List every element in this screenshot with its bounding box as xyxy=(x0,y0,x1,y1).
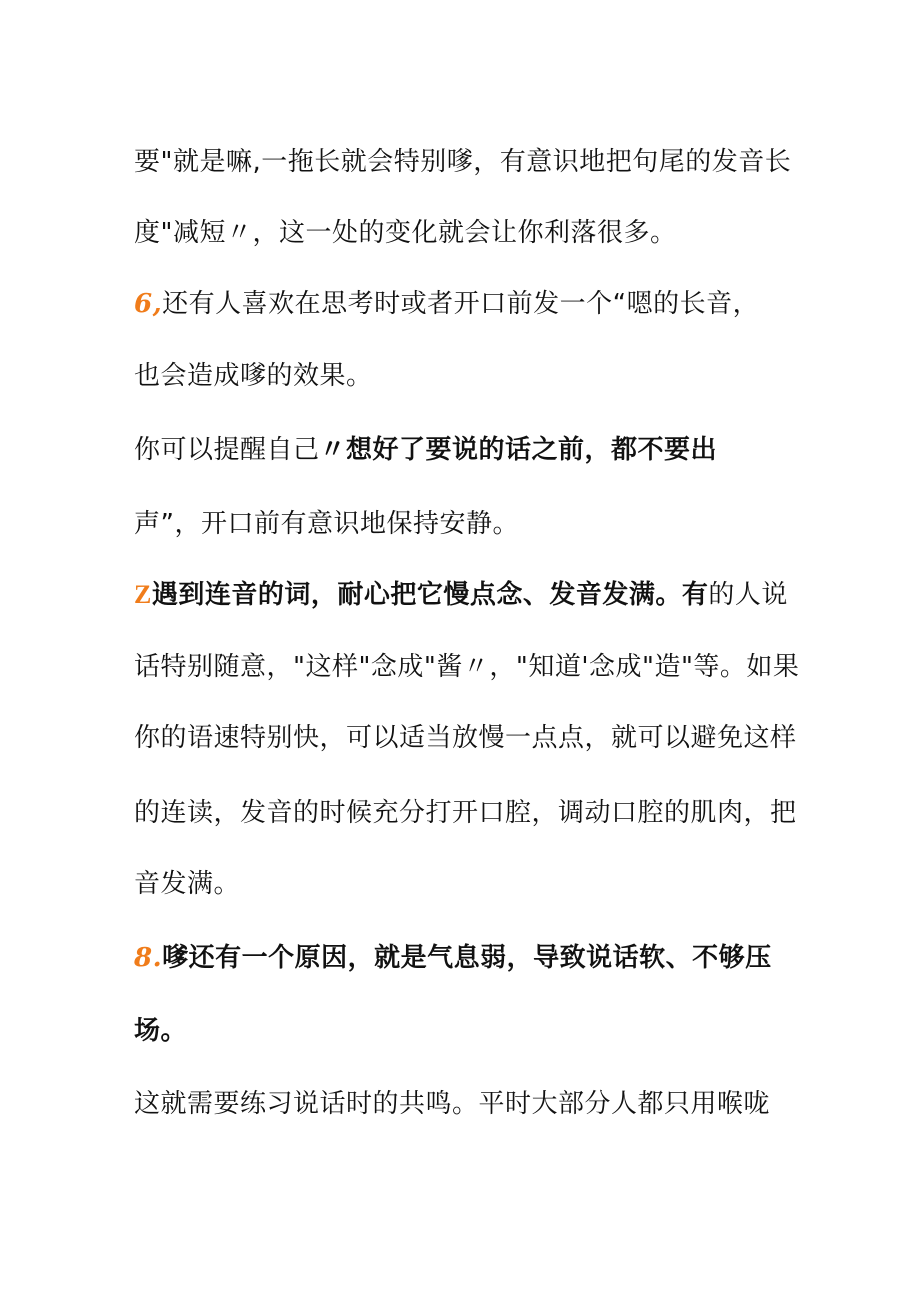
line-text: 也会造成嗲的效果。 xyxy=(134,361,373,391)
line-text: 的人说 xyxy=(708,580,788,610)
paragraph-line xyxy=(134,721,797,755)
paragraph-line xyxy=(134,359,373,393)
paragraph-line xyxy=(134,796,797,830)
paragraph-line xyxy=(134,650,799,684)
paragraph-line xyxy=(134,287,759,321)
paragraph-line xyxy=(134,216,676,250)
line-text: 声”，开口前有意识地保持安静。 xyxy=(134,509,519,539)
paragraph-line xyxy=(134,1087,770,1121)
quote-mark: 〃 xyxy=(319,435,347,465)
line-text: 你的语速特别快，可以适当放慢一点点，就可以避免这样 xyxy=(134,723,797,753)
paragraph-line xyxy=(134,578,788,612)
line-bold-text: 遇到连音的词，耐心把它慢点念、发音发满。有 xyxy=(151,580,709,610)
paragraph-line xyxy=(134,433,717,467)
item-number: Z xyxy=(134,580,152,609)
line-text: 的连读，发音的时候充分打开口腔，调动口腔的肌肉，把 xyxy=(134,798,797,828)
item-number: 6, xyxy=(134,289,163,319)
paragraph-line xyxy=(134,867,240,901)
paragraph-line xyxy=(134,507,519,541)
paragraph-line xyxy=(134,1014,187,1048)
line-text: 音发满。 xyxy=(134,869,241,899)
line-text: 要"就是嘛,一拖长就会特别嗲，有意识地把句尾的发音长 xyxy=(134,147,792,177)
line-text: 你可以提醒自己 xyxy=(134,435,320,465)
line-bold-text: 嗲还有一个原因，就是气息弱，导致说话软、不够压 xyxy=(162,943,772,973)
line-text: 度"减短〃，这一处的变化就会让你利落很多。 xyxy=(134,218,677,248)
paragraph-line xyxy=(134,145,791,179)
line-text: 这就需要练习说话时的共鸣。平时大部分人都只用喉咙 xyxy=(134,1089,771,1119)
item-number: 8. xyxy=(134,943,163,973)
line-text: 还有人喜欢在思考时或者开口前发一个“嗯的长音， xyxy=(162,289,760,319)
paragraph-line xyxy=(134,941,772,975)
line-text: 话特别随意，"这样"念成"酱〃，"知道'念成"造"等。如果 xyxy=(134,652,800,682)
line-bold-text: 场。 xyxy=(134,1016,188,1046)
line-bold-text: 想好了要说的话之前，都不要出 xyxy=(346,435,718,465)
